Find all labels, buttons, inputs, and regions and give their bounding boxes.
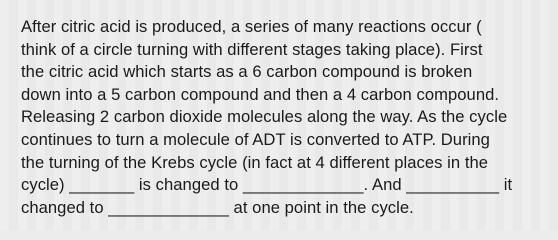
question-text-line-9: changed to _____________ at one point in the cycle. [21, 197, 414, 217]
question-text-line-3: the citric acid which starts as a 6 carbon compound is broken [21, 62, 473, 82]
question-text-line-7: the turning of the Krebs cycle (in fact at 4 different places in the [21, 152, 489, 172]
question-text-line-8: cycle) _______ is changed to _____________. And __________ it [21, 175, 513, 195]
question-text-line-1: After citric acid is produced, a series of many reactions occur ( [21, 17, 482, 36]
question-text-line-2: think of a circle turning with different stages taking place). First [21, 39, 483, 59]
question-text-line-4: down into a 5 carbon compound and then a 4 carbon compound. [21, 84, 500, 104]
question-text-line-6: continues to turn a molecule of ADT is converted to ATP. During [21, 129, 490, 149]
question-text-line-5: Releasing 2 carbon dioxide molecules along the way. As the cycle [21, 107, 508, 127]
